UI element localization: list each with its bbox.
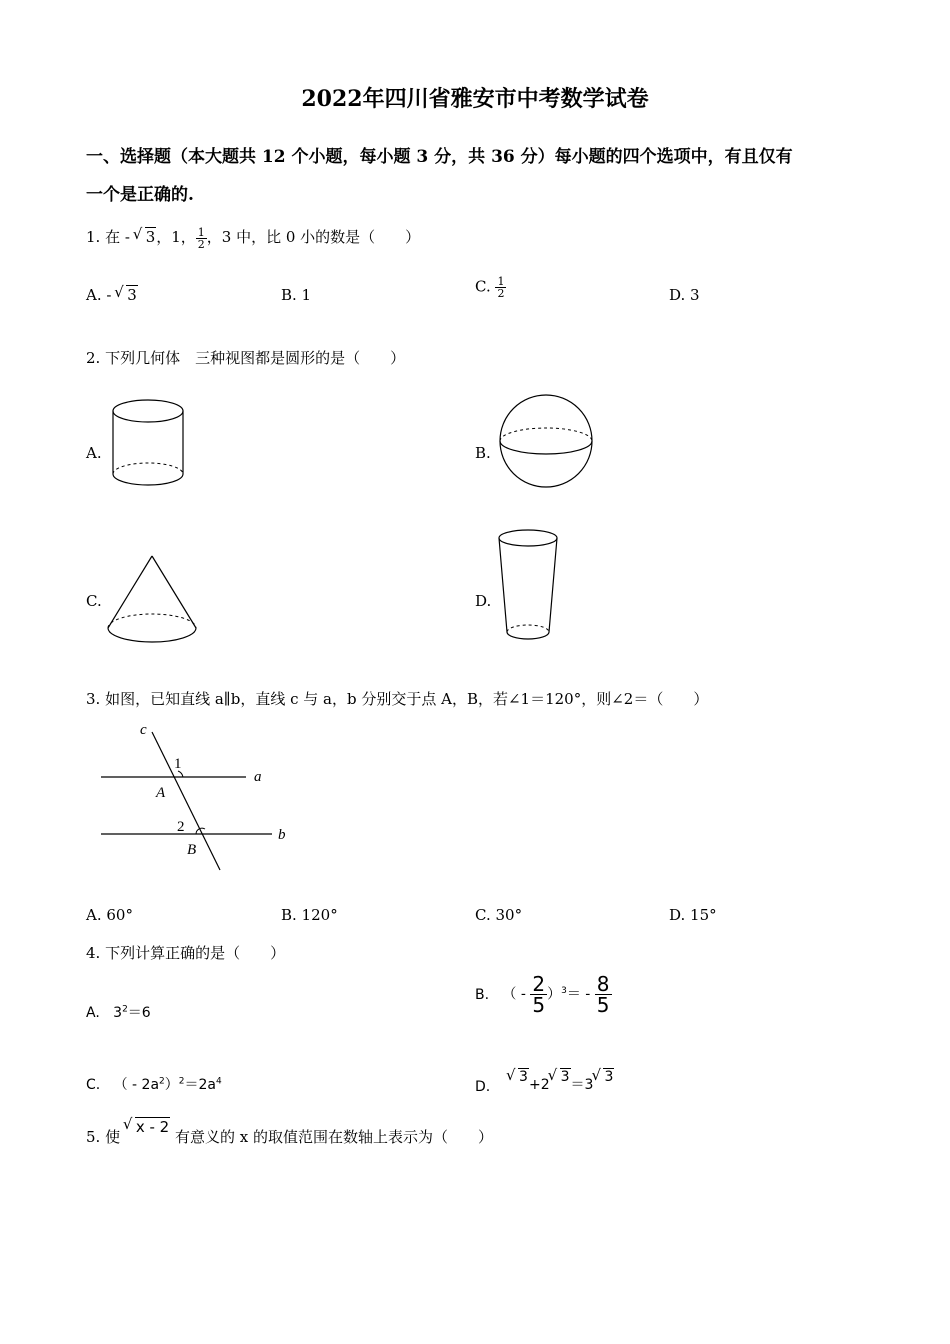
q1-sqrt (135, 228, 157, 246)
q3-option-c[interactable]: C. 30° (475, 906, 523, 924)
q4-d-label: D. (475, 1079, 491, 1095)
question-1 (86, 226, 420, 250)
question-5 (86, 1118, 494, 1147)
q4-d-eq: ＝3 (570, 1077, 594, 1093)
q4-b-eq: ＝ - (566, 986, 595, 1003)
cylinder-figure (108, 396, 190, 490)
q4-c-expr: （ - 2a (113, 1077, 160, 1093)
q1-mid: ，1， (156, 228, 196, 246)
question-4: 4. 下列计算正确的是（ ） (86, 944, 286, 962)
q3-option-a[interactable]: A. 60° (86, 906, 133, 924)
q4-option-a[interactable] (86, 1002, 151, 1022)
fig-label-angle-2: 2 (177, 819, 185, 835)
q4-d-sqrt1 (508, 1069, 529, 1085)
q4-b-den2: 5 (596, 993, 610, 1017)
q1-a-sqrt (116, 286, 138, 304)
q1-option-a[interactable] (86, 286, 138, 304)
question-3: 3. 如图，已知直线 a∥b，直线 c 与 a，b 分别交于点 A，B，若∠1＝120°，则∠2＝（ ） (86, 690, 709, 708)
fig-label-b: b (278, 827, 286, 843)
q4-a-exp: 2 (122, 1004, 128, 1015)
q4-c-label: C. (86, 1077, 101, 1093)
q4-b-exp: 3 (561, 985, 567, 996)
q1-option-d[interactable]: D. 3 (669, 286, 700, 304)
q1-option-b[interactable]: B. 1 (281, 286, 312, 304)
q4-b-open: （ - (502, 986, 531, 1003)
q4-a-label: A. (86, 1005, 100, 1021)
parallel-lines-figure (96, 718, 306, 878)
q4-b-num2: 8 (596, 972, 610, 996)
fig-label-c: c (140, 722, 147, 738)
fig-label-point-B: B (187, 842, 197, 858)
q4-b-label: B. (475, 986, 490, 1003)
q4-d-sqrt3 (593, 1069, 614, 1085)
q4-option-b[interactable] (475, 974, 612, 1015)
fig-label-point-A: A (156, 785, 166, 801)
q1-frac-den: 2 (197, 237, 205, 251)
q3-option-d[interactable]: D. 15° (669, 906, 717, 924)
q4-option-d[interactable] (475, 1066, 614, 1095)
q1-a-sqrt-arg: 3 (127, 286, 137, 304)
fig-label-angle-1: 1 (174, 756, 182, 772)
q1-prefix: 1. 在 - (86, 228, 135, 246)
q4-d-plus: +2 (528, 1077, 550, 1093)
fig-label-a: a (254, 769, 262, 785)
q4-c-exp2: 2 (178, 1076, 185, 1087)
q1-c-den: 2 (497, 287, 505, 300)
q4-b-num: 2 (532, 972, 546, 996)
page-title: 2022年四川省雅安市中考数学试卷 (301, 86, 649, 112)
q4-b-fraction-2 (595, 974, 612, 1015)
q4-b-close: ） (547, 986, 562, 1003)
q4-c-eq: ＝2a (184, 1077, 217, 1093)
q5-sqrt-arg: x - 2 (135, 1118, 170, 1136)
frustum-cup-figure (496, 526, 562, 646)
q5-prefix: 5. 使 (86, 1128, 125, 1146)
q1-suffix: ，3 中，比 0 小的数是（ ） (206, 228, 421, 246)
q4-d-sqrt2-arg: 3 (560, 1069, 570, 1085)
section-heading: 一、选择题（本大题共 12 个小题，每小题 3 分，共 36 分）每小题的四个选项中，有且仅有 (86, 147, 793, 167)
cone-figure (104, 552, 202, 648)
q5-suffix: 有意义的 x 的取值范围在数轴上表示为（ ） (170, 1128, 494, 1146)
q2-option-b-label[interactable]: B. (475, 444, 491, 462)
q4-d-sqrt2 (550, 1069, 571, 1085)
q1-c-fraction (495, 276, 506, 299)
q4-a-base: 3 (113, 1005, 123, 1021)
q1-fraction (196, 227, 207, 250)
sphere-figure (496, 394, 596, 490)
q4-c-exp3: 4 (216, 1076, 222, 1087)
q4-c-close: ） (164, 1077, 179, 1093)
q2-option-a-label[interactable]: A. (86, 444, 102, 462)
q4-b-fraction (530, 974, 547, 1015)
q5-sqrt (125, 1118, 170, 1136)
question-2: 2. 下列几何体 三种视图都是圆形的是（ ） (86, 349, 406, 367)
q4-b-den: 5 (532, 993, 546, 1017)
q2-option-c-label[interactable]: C. (86, 592, 102, 610)
q1-a-label: A. - (86, 286, 117, 304)
q4-option-c[interactable] (86, 1074, 222, 1094)
q1-c-label: C. (475, 277, 496, 296)
q4-a-rest: ＝6 (127, 1005, 151, 1021)
q1-frac-num: 1 (197, 225, 205, 239)
q1-c-num: 1 (497, 275, 505, 288)
q1-option-c[interactable] (475, 276, 506, 299)
q4-d-sqrt3-arg: 3 (604, 1069, 614, 1085)
q2-option-d-label[interactable]: D. (475, 592, 492, 610)
q3-option-b[interactable]: B. 120° (281, 906, 338, 924)
q4-c-exp1: 2 (159, 1076, 165, 1087)
section-heading-cont: 一个是正确的. (86, 185, 194, 205)
q1-sqrt-arg: 3 (145, 228, 156, 246)
q4-d-sqrt1-arg: 3 (519, 1069, 528, 1085)
